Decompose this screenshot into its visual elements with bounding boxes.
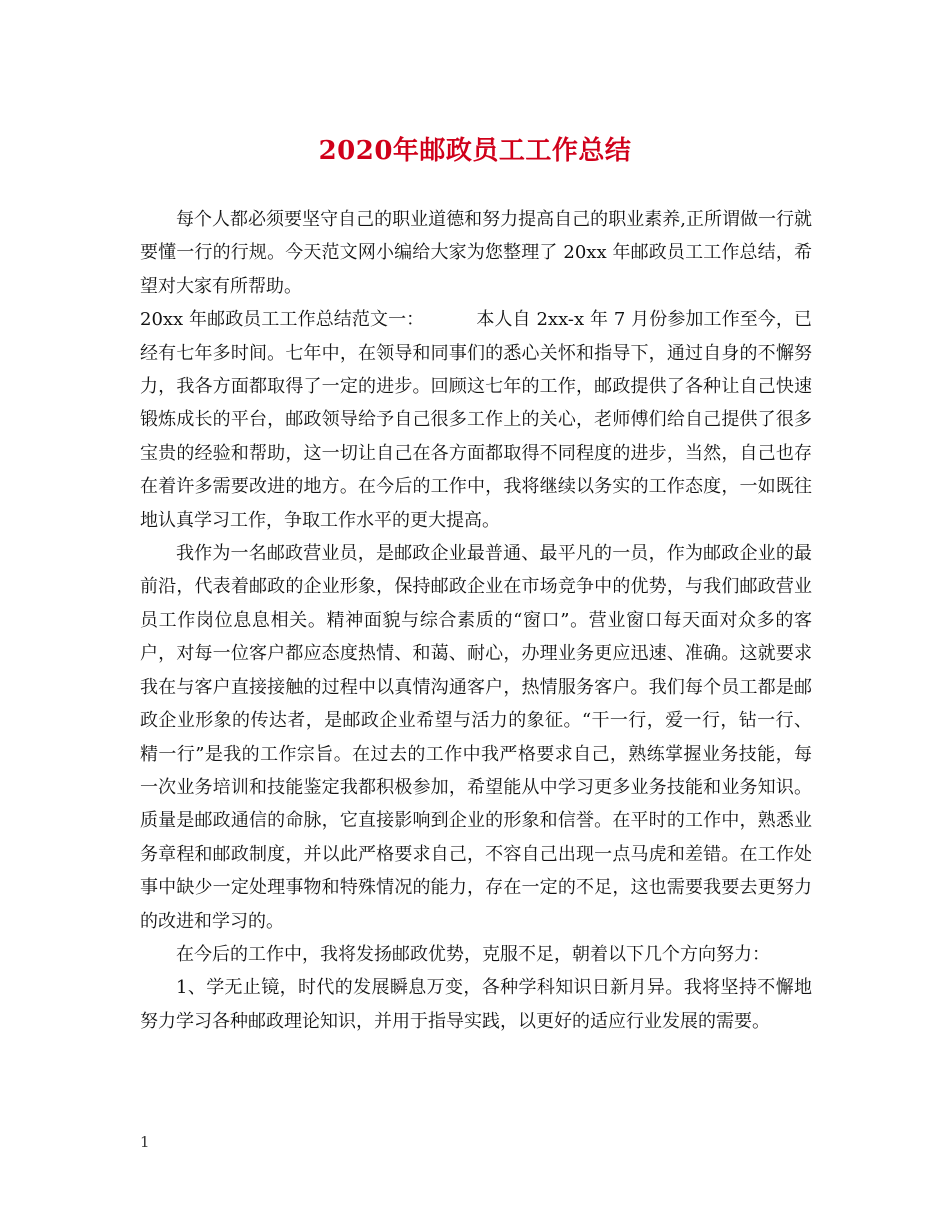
- section-paragraph-3: 在今后的工作中，我将发扬邮政优势，克服不足，朝着以下几个方向努力：: [176, 943, 770, 965]
- intro-paragraph: 每个人都必须要坚守自己的职业道德和努力提高自己的职业素养,正所谓做一行就要懂一行的行规。今天范文网小编给大家为您整理了 20xx 年邮政员工工作总结，希望对大家有所帮助。: [140, 209, 812, 297]
- document-title: 2020年邮政员工工作总结: [318, 136, 632, 166]
- section-paragraph-1: 本人自 2xx-x 年 7 月份参加工作至今，已经有七年多时间。七年中，在领导和同事们的悉心关怀和指导下，通过自身的不懈努力，我各方面都取得了一定的进步。回顾这七年的工作，邮政提供了各种让自己快速锻炼成长的平台，邮政领导给予自己很多工作上的关心，老师傅们给自己提供了很多宝贵的经验和帮助，这一切让自己在各方面都取得不同程度的进步，当然，自己也存在着许多需要改进的地方。在今后的工作中，我将继续以务实的工作态度，一如既往地认真学习工作，争取工作水平的更大提高。: [140, 309, 812, 531]
- document-body: [140, 203, 812, 1038]
- section-heading: 20xx 年邮政员工工作总结范文一：: [140, 309, 425, 331]
- section-paragraph-4: 1、学无止镜，时代的发展瞬息万变，各种学科知识日新月异。我将坚持不懈地努力学习各种邮政理论知识，并用于指导实践，以更好的适应行业发展的需要。: [140, 977, 812, 1032]
- page-number: 1: [140, 1133, 150, 1151]
- section-paragraph-2: 我作为一名邮政营业员，是邮政企业最普通、最平凡的一员，作为邮政企业的最前沿，代表着邮政的企业形象，保持邮政企业在市场竞争中的优势，与我们邮政营业员工作岗位息息相关。精神面貌与综合素质的“窗口”。营业窗口每天面对众多的客户，对每一位客户都应态度热情、和蔼、耐心，办理业务更应迅速、准确。这就要求我在与客户直接接触的过程中以真情沟通客户，热情服务客户。我们每个员工都是邮政企业形象的传达者，是邮政企业希望与活力的象征。“干一行，爱一行，钻一行、精一行”是我的工作宗旨。在过去的工作中我严格要求自己，熟练掌握业务技能，每一次业务培训和技能鉴定我都积极参加，希望能从中学习更多业务技能和业务知识。质量是邮政通信的命脉，它直接影响到企业的形象和信誉。在平时的工作中，熟悉业务章程和邮政制度，并以此严格要求自己，不容自己出现一点马虎和差错。在工作处事中缺少一定处理事物和特殊情况的能力，存在一定的不足，这也需要我要去更努力的改进和学习的。: [140, 543, 812, 932]
- section-first-paragraph: [140, 303, 812, 537]
